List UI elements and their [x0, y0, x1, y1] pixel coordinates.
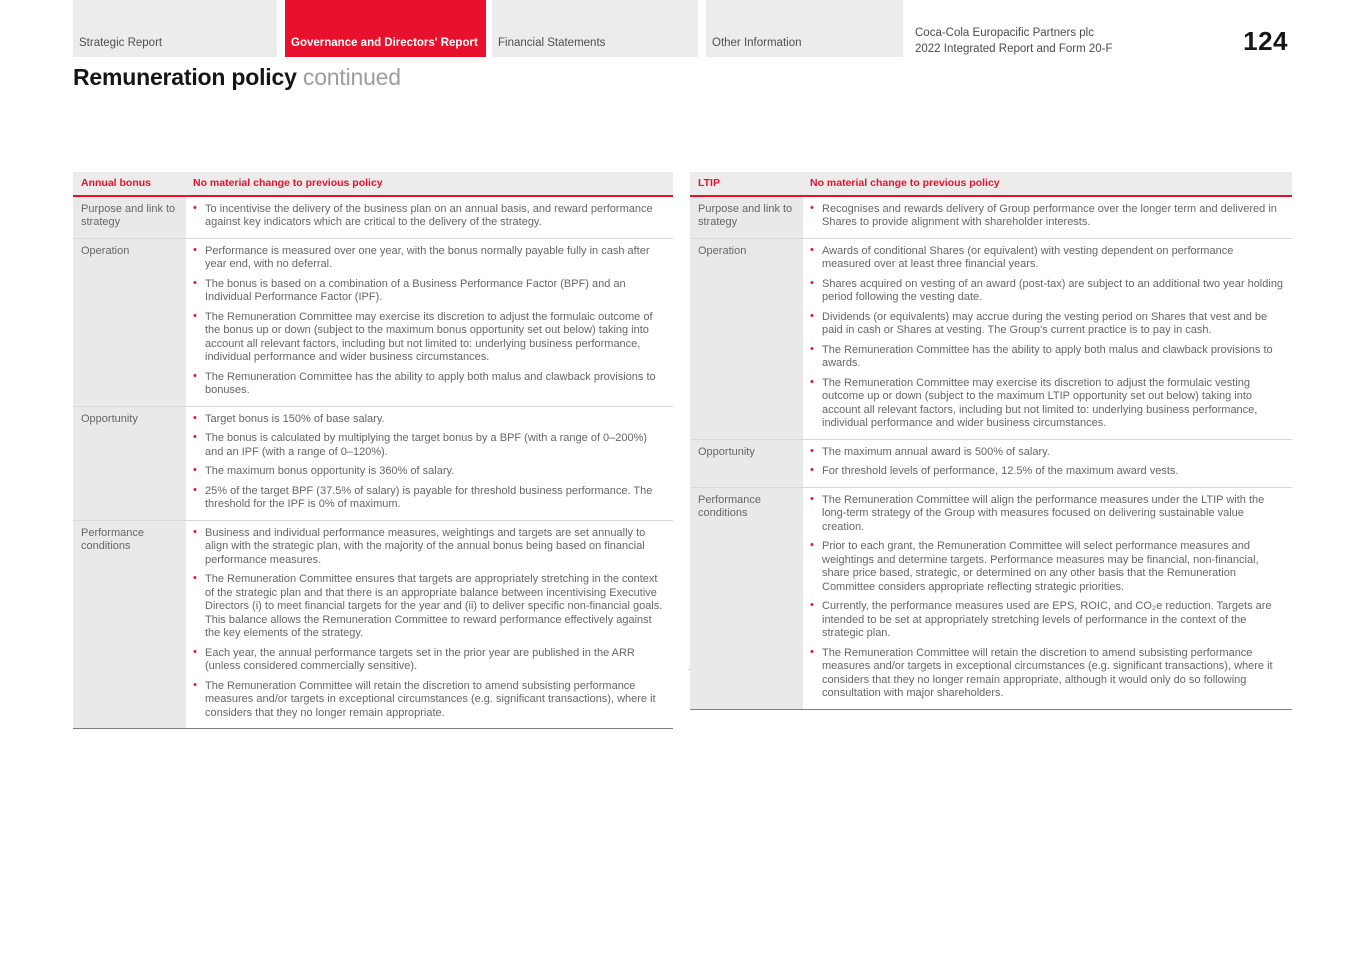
bullet-icon: • [810, 309, 814, 322]
page-title-main: Remuneration policy [73, 64, 297, 90]
bullet-icon: • [193, 243, 197, 256]
page-title [73, 64, 401, 91]
bullet-item [810, 245, 1284, 272]
bullet-icon: • [193, 645, 197, 658]
annual-bonus-table [73, 172, 673, 729]
bullet-item [193, 485, 665, 512]
bullet-item [193, 311, 665, 365]
row-label: Performance conditions [73, 521, 186, 729]
tab-governance-and-directors-report[interactable] [285, 0, 486, 57]
report-name: 2022 Integrated Report and Form 20-F [915, 43, 1113, 55]
row-bullets [186, 521, 673, 729]
bullet-text: Performance is measured over one year, with the bonus normally payable fully in cash after year end, with no deferral. [205, 244, 650, 270]
tab-strategic-report[interactable] [73, 0, 277, 57]
bullet-item [193, 573, 665, 641]
bullet-icon: • [810, 342, 814, 355]
bullet-icon: • [810, 375, 814, 388]
table-title: LTIP [698, 177, 720, 189]
row-label: Opportunity [73, 407, 186, 520]
bullet-text: The bonus is calculated by multiplying the target bonus by a BPF (with a range of 0–200%) and an IPF (with a range of 0–120%). [205, 432, 648, 458]
bullet-text: The Remuneration Committee will retain the discretion to amend subsisting performance measures and/or targets in exceptional circumstances (e.g. significant transactions), where it considers that they no longer remain appropriate. [205, 679, 656, 719]
bullet-text: The Remuneration Committee ensures that targets are appropriately stretching in the context of the strategic plan and that there is an appropriate balance between incentivising Executive Directors (i) to meet financial targets for the year and (ii) to deliver specific non-financial goals. This balance allows the Remuneration Committee to reward performance effectively against the key elements of the strategy. [205, 573, 663, 639]
bullet-text: Awards of conditional Shares (or equivalent) with vesting dependent on performance measured over at least three financial years. [822, 244, 1234, 270]
bullet-text: The Remuneration Committee has the ability to apply both malus and clawback provisions to awards. [822, 343, 1273, 369]
bullet-icon: • [193, 276, 197, 289]
bullet-text: 25% of the target BPF (37.5% of salary) is payable for threshold business performance. The threshold for the IPF is 0% of maximum. [205, 484, 653, 510]
bullet-text: Recognises and rewards delivery of Group performance over the longer term and delivered in Shares to provide alignment with shareholder interests. [822, 202, 1277, 228]
tab-label: Strategic Report [79, 37, 163, 49]
bullet-icon: • [810, 539, 814, 551]
page-title-suffix: continued [302, 64, 401, 90]
bullet-text: To incentivise the delivery of the business plan on an annual basis, and reward performance against key indicators which are critical to the delivery of the strategy. [205, 202, 653, 228]
bullet-list [193, 527, 665, 721]
ltip-table [690, 172, 1292, 710]
bullet-text: Shares acquired on vesting of an award (post-tax) are subject to an additional two year holding period following the vesting date. [822, 277, 1284, 303]
bullet-icon: • [193, 201, 197, 214]
bullet-item [193, 245, 665, 272]
row-bullets [803, 488, 1292, 709]
row-label: Operation [690, 239, 803, 439]
bullet-list [810, 494, 1284, 701]
bullet-icon: • [193, 678, 197, 691]
tab-label: Financial Statements [498, 37, 606, 49]
bullet-item [810, 540, 1284, 594]
bullet-text: The Remuneration Committee may exercise its discretion to adjust the formulaic outcome of the bonus up or down (subject to the maximum bonus opportunity set out below) taking into account all relevant factors, including but not limited to: underlying business performance, individual performance and wider business circumstances. [205, 310, 653, 363]
bullet-icon: • [810, 464, 814, 476]
bullet-list [810, 245, 1284, 431]
bullet-item [810, 377, 1284, 431]
bullet-item [810, 344, 1284, 371]
table-title: Annual bonus [81, 177, 151, 189]
bullet-icon: • [810, 599, 814, 611]
bullet-text: Dividends (or equivalents) may accrue during the vesting period on Shares that vest and be paid in cash or Shares at vesting. The Group's current practice is to pay in cash. [822, 310, 1268, 336]
bullet-icon: • [193, 572, 197, 584]
bullet-list [810, 446, 1284, 479]
bullet-icon: • [193, 431, 197, 443]
bullet-icon: • [193, 309, 197, 322]
row-label: Operation [73, 239, 186, 406]
bullet-item [193, 278, 665, 305]
bullet-text: The Remuneration Committee will retain the discretion to amend subsisting performance measures and/or targets in exceptional circumstances (e.g. significant transactions), where it considers that they no longer remain appropriate, although it would only do so following consultation with major shareholders. [822, 646, 1273, 699]
bullet-item [810, 465, 1284, 479]
row-bullets [186, 239, 673, 406]
table-change-note: No material change to previous policy [193, 177, 383, 189]
row-label: Purpose and link to strategy [690, 197, 803, 238]
bullet-item [810, 311, 1284, 338]
report-identifier [915, 25, 1113, 57]
bullet-icon: • [810, 444, 814, 457]
bullet-icon: • [193, 525, 197, 538]
table-row [73, 406, 673, 520]
row-label: Purpose and link to strategy [73, 197, 186, 238]
bullet-icon: • [810, 645, 814, 658]
bullet-list [810, 203, 1284, 230]
bullet-text: Each year, the annual performance targets set in the prior year are published in the ARR (unless considered commercially sensitive). [205, 646, 635, 672]
row-bullets [186, 407, 673, 520]
bullet-icon: • [193, 411, 197, 424]
bullet-item [810, 203, 1284, 230]
stray-dot: . [688, 662, 691, 673]
bullet-list [193, 413, 665, 512]
bullet-item [193, 647, 665, 674]
tab-label: Other Information [712, 37, 802, 49]
table-row [690, 439, 1292, 487]
bullet-text: The maximum bonus opportunity is 360% of salary. [205, 465, 455, 477]
page-number: 124 [1243, 26, 1288, 56]
bullet-item [810, 446, 1284, 460]
bullet-list [193, 203, 665, 230]
bullet-item [810, 600, 1284, 641]
row-label: Opportunity [690, 440, 803, 487]
bullet-item [810, 494, 1284, 535]
bullet-item [193, 371, 665, 398]
row-bullets [803, 197, 1292, 238]
bullet-text: The Remuneration Committee may exercise its discretion to adjust the formulaic vesting outcome up or down (subject to the maximum LTIP opportunity set out below) taking into account all relevant factors, including but not limited to: underlying business performance, individual performance and wider business circumstances. [822, 376, 1258, 429]
bullet-icon: • [810, 276, 814, 289]
table-row [690, 197, 1292, 238]
bullet-text: For threshold levels of performance, 12.5% of the maximum award vests. [822, 465, 1179, 477]
row-bullets [186, 197, 673, 238]
bullet-text: The bonus is based on a combination of a Business Performance Factor (BPF) and an Individual Performance Factor (IPF). [205, 277, 626, 303]
bullet-icon: • [193, 464, 197, 476]
bullet-item [810, 278, 1284, 305]
bullet-icon: • [810, 201, 814, 214]
bullet-item [193, 527, 665, 568]
bullet-text: Business and individual performance measures, weightings and targets are set annually to align with the strategic plan, with the majority of the annual bonus being based on financial performance measures. [205, 526, 646, 566]
bullet-list [193, 245, 665, 398]
table-row [73, 520, 673, 729]
tab-other-information[interactable] [706, 0, 903, 57]
row-bullets [803, 239, 1292, 439]
bullet-text: The maximum annual award is 500% of salary. [822, 445, 1050, 458]
table-header-row [690, 172, 1292, 197]
bullet-text: The Remuneration Committee will align the performance measures under the LTIP with the long-term strategy of the Group with measures focused on delivering sustainable value creation. [822, 493, 1265, 533]
tab-label: Governance and Directors' Report [291, 37, 478, 49]
row-bullets [803, 440, 1292, 487]
bullet-text: Prior to each grant, the Remuneration Committee will select performance measures and weightings and determine targets. Performance measures may be financial, non-financial, share price based, strategic, or determined on any other basis that the Remuneration Committee considers appropriate reflecting strategic priorities. [822, 540, 1259, 593]
table-change-note: No material change to previous policy [810, 177, 1000, 189]
bullet-icon: • [810, 243, 814, 256]
bullet-item [193, 465, 665, 479]
table-row [690, 487, 1292, 709]
bullet-item [193, 432, 665, 459]
bullet-item [193, 203, 665, 230]
company-name: Coca-Cola Europacific Partners plc [915, 27, 1094, 39]
bullet-text: Target bonus is 150% of base salary. [205, 412, 385, 425]
table-header-row [73, 172, 673, 197]
bullet-item [810, 647, 1284, 701]
table-row [690, 238, 1292, 439]
row-label: Performance conditions [690, 488, 803, 709]
tab-financial-statements[interactable] [492, 0, 698, 57]
table-row [73, 197, 673, 238]
bullet-item [193, 680, 665, 721]
bullet-icon: • [810, 492, 814, 505]
bullet-item [193, 413, 665, 427]
bullet-icon: • [193, 369, 197, 382]
table-row [73, 238, 673, 406]
bullet-icon: • [193, 483, 197, 496]
bullet-text: Currently, the performance measures used are EPS, ROIC, and CO₂e reduction. Targets are intended to be set at appropriately stretching levels of performance in the context of the strategic plan. [822, 600, 1272, 639]
bullet-text: The Remuneration Committee has the ability to apply both malus and clawback provisions to bonuses. [205, 370, 656, 396]
